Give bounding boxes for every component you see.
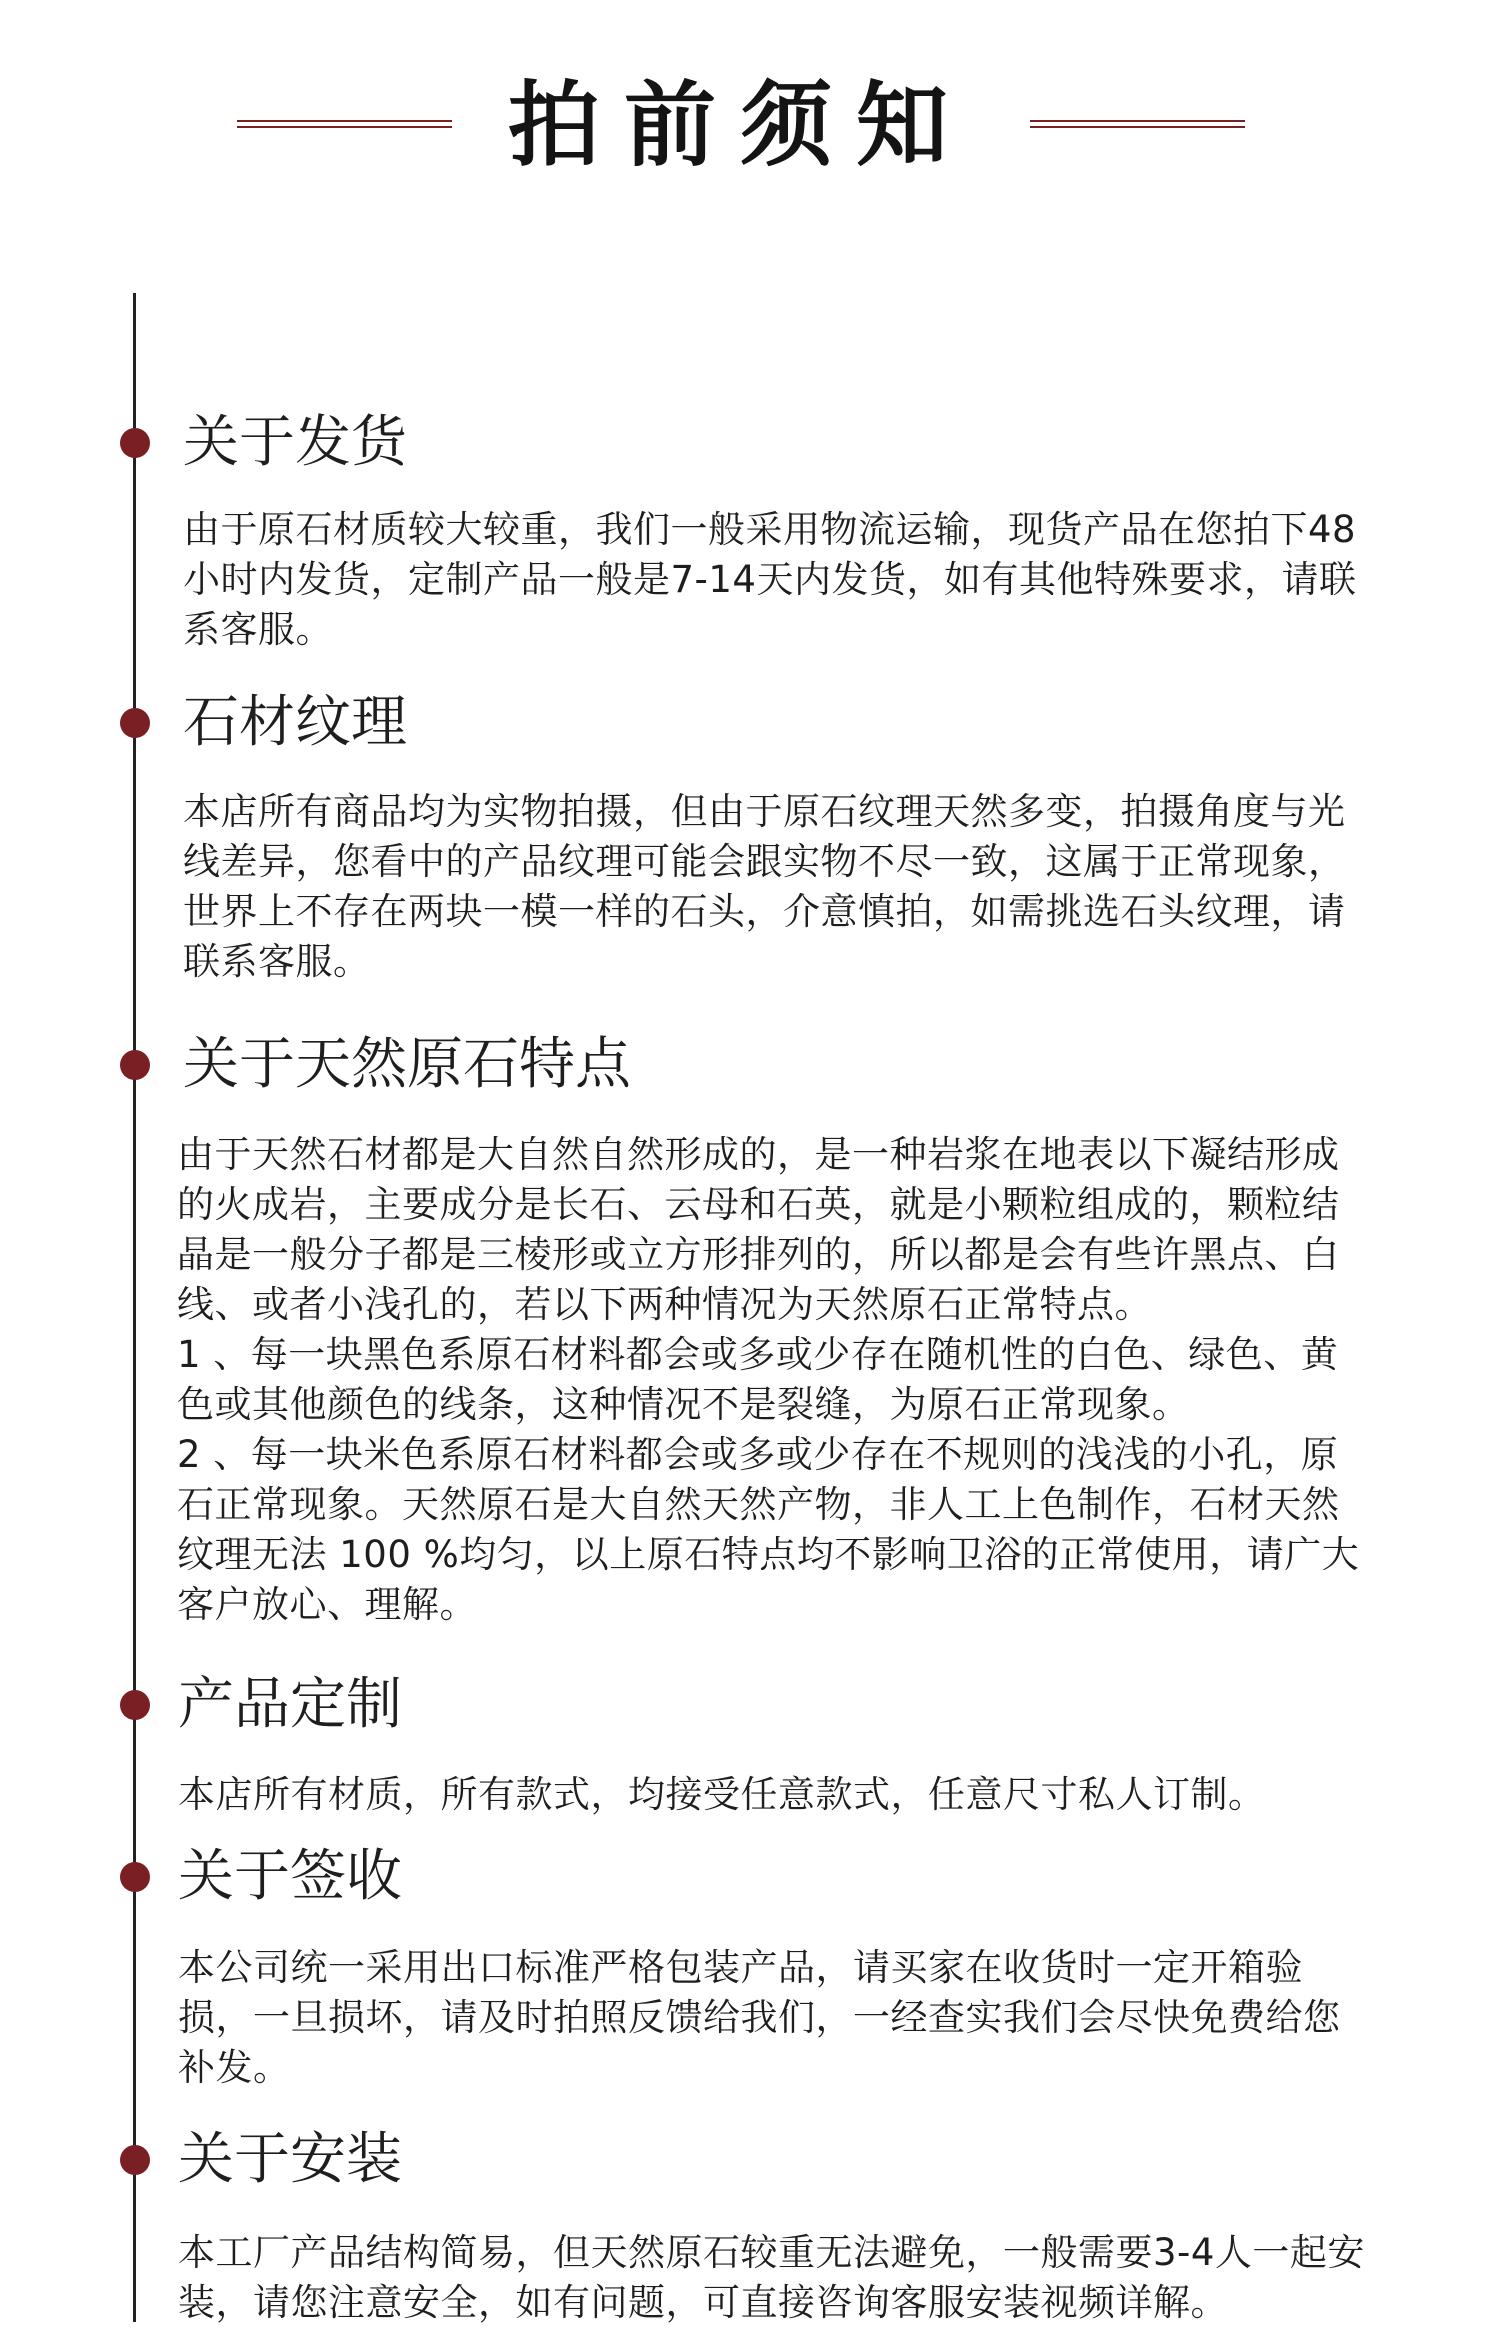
page-header: [0, 70, 1500, 180]
header-rule-right: [1030, 120, 1245, 128]
timeline-dot: [120, 1690, 150, 1720]
section-title: 产品定制: [178, 1672, 402, 1737]
timeline-line: [133, 293, 136, 2322]
section-paragraph: 本店所有材质，所有款式，均接受任意款式，任意尺寸私人订制。: [178, 1773, 1266, 1816]
section-body: [183, 787, 1378, 987]
section-paragraph: 2 、每一块米色系原石材料都会或多或少存在不规则的浅浅的小孔，原石正常现象。天然原石是大自然天然产物，非人工上色制作，石材天然纹理无法 100 %均匀，以上原石特点均不影响卫浴的正常使用，请广大客户放心、理解。: [177, 1433, 1360, 1626]
timeline-dot: [120, 708, 150, 738]
timeline-dot: [120, 1050, 150, 1080]
section-paragraph: 由于原石材质较大较重，我们一般采用物流运输，现货产品在您拍下48小时内发货，定制产品一般是7-14天内发货，如有其他特殊要求，请联系客服。: [183, 508, 1357, 651]
section-paragraph: 本工厂产品结构简易，但天然原石较重无法避免，一般需要3-4人一起安装，请您注意安全，如有问题，可直接咨询客服安装视频详解。: [178, 2231, 1365, 2324]
section-title: 关于发货: [183, 410, 407, 475]
section-title: 关于安装: [178, 2127, 402, 2192]
section-title: 石材纹理: [183, 690, 407, 755]
section-body: [183, 505, 1378, 655]
page-title: 拍前须知: [507, 71, 972, 179]
section-body: [178, 1943, 1373, 2093]
timeline-dot: [120, 428, 150, 458]
section-title: 关于天然原石特点: [183, 1032, 631, 1097]
header-rule-left: [237, 120, 452, 128]
timeline-dot: [120, 2145, 150, 2175]
section-paragraph: 由于天然石材都是大自然自然形成的，是一种岩浆在地表以下凝结形成的火成岩，主要成分是长石、云母和石英，就是小颗粒组成的，颗粒结晶是一般分子都是三棱形或立方形排列的，所以都是会有些许黑点、白线、或者小浅孔的，若以下两种情况为天然原石正常特点。: [177, 1133, 1340, 1326]
section-paragraph: 本公司统一采用出口标准严格包装产品，请买家在收货时一定开箱验损，一旦损坏，请及时拍照反馈给我们，一经查实我们会尽快免费给您补发。: [178, 1946, 1341, 2089]
section-paragraph: 1 、每一块黑色系原石材料都会或多或少存在随机性的白色、绿色、黄色或其他颜色的线条，这种情况不是裂缝，为原石正常现象。: [177, 1333, 1339, 1426]
timeline-dot: [120, 1862, 150, 1892]
section-body: [178, 2228, 1373, 2328]
section-title: 关于签收: [178, 1844, 402, 1909]
section-body: [177, 1130, 1372, 1630]
section-paragraph: 本店所有商品均为实物拍摄，但由于原石纹理天然多变，拍摄角度与光线差异，您看中的产品纹理可能会跟实物不尽一致，这属于正常现象，世界上不存在两块一模一样的石头，介意慎拍，如需挑选石头纹理，请联系客服。: [183, 790, 1346, 983]
section-body: [178, 1770, 1373, 1820]
